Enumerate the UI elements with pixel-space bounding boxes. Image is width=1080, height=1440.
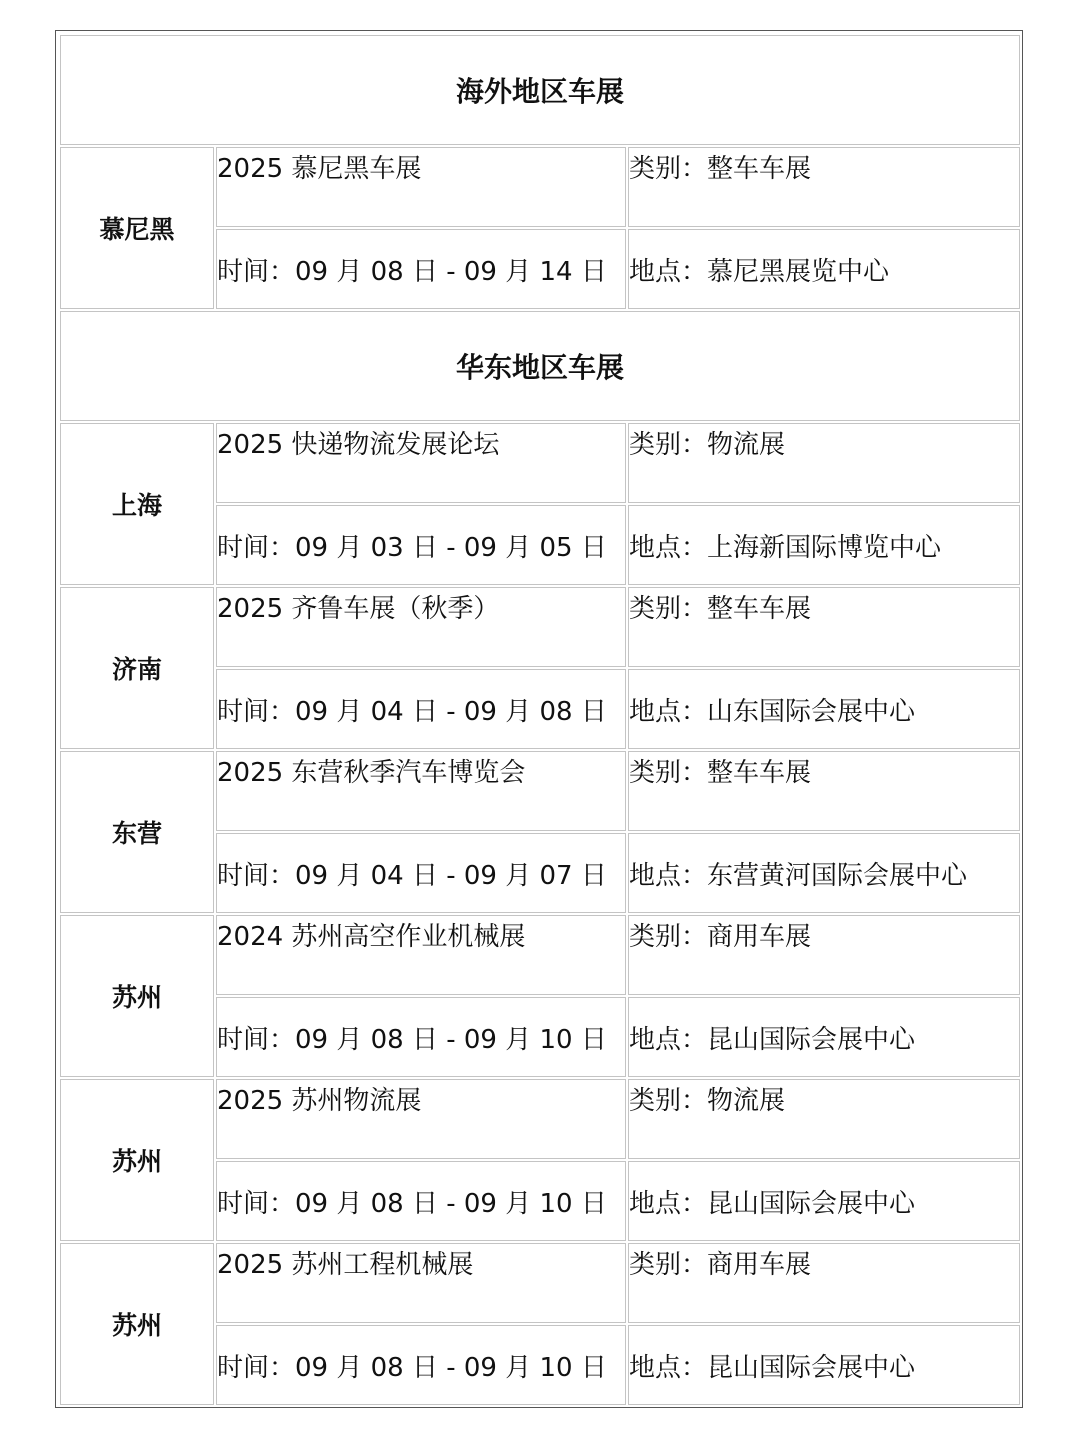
section-header-row [60,311,1020,421]
expo-name: 2025 苏州工程机械展 [216,1243,626,1323]
expo-name: 2025 苏州物流展 [216,1079,626,1159]
expo-location: 地点：昆山国际会展中心 [628,1325,1020,1405]
expo-time: 时间：09 月 04 日 - 09 月 07 日 [216,833,626,913]
city-cell: 苏州 [60,1079,214,1241]
expo-category: 类别：整车车展 [628,751,1020,831]
expo-time: 时间：09 月 08 日 - 09 月 10 日 [216,997,626,1077]
expo-location: 地点：慕尼黑展览中心 [628,229,1020,309]
expo-time: 时间：09 月 08 日 - 09 月 14 日 [216,229,626,309]
expo-location: 地点：东营黄河国际会展中心 [628,833,1020,913]
expo-category: 类别：商用车展 [628,1243,1020,1323]
expo-row [60,423,1020,503]
expo-name: 2025 东营秋季汽车博览会 [216,751,626,831]
expo-schedule-table [58,33,1022,1407]
section-title: 海外地区车展 [60,35,1020,145]
expo-row [60,587,1020,667]
city-cell: 济南 [60,587,214,749]
expo-category: 类别：整车车展 [628,147,1020,227]
section-title: 华东地区车展 [60,311,1020,421]
expo-row [60,147,1020,227]
expo-name: 2025 齐鲁车展（秋季） [216,587,626,667]
expo-time: 时间：09 月 08 日 - 09 月 10 日 [216,1161,626,1241]
expo-location: 地点：昆山国际会展中心 [628,1161,1020,1241]
expo-row [60,1079,1020,1159]
expo-category: 类别：物流展 [628,1079,1020,1159]
expo-category: 类别：商用车展 [628,915,1020,995]
city-cell: 上海 [60,423,214,585]
city-cell: 东营 [60,751,214,913]
expo-row [60,751,1020,831]
expo-time: 时间：09 月 03 日 - 09 月 05 日 [216,505,626,585]
expo-location: 地点：山东国际会展中心 [628,669,1020,749]
section-header-row [60,35,1020,145]
city-cell: 慕尼黑 [60,147,214,309]
expo-name: 2025 快递物流发展论坛 [216,423,626,503]
city-cell: 苏州 [60,1243,214,1405]
expo-category: 类别：物流展 [628,423,1020,503]
expo-location: 地点：上海新国际博览中心 [628,505,1020,585]
expo-category: 类别：整车车展 [628,587,1020,667]
city-cell: 苏州 [60,915,214,1077]
expo-time: 时间：09 月 08 日 - 09 月 10 日 [216,1325,626,1405]
expo-location: 地点：昆山国际会展中心 [628,997,1020,1077]
expo-name: 2025 慕尼黑车展 [216,147,626,227]
expo-name: 2024 苏州高空作业机械展 [216,915,626,995]
expo-schedule-page [55,30,1023,1408]
expo-row [60,915,1020,995]
expo-time: 时间：09 月 04 日 - 09 月 08 日 [216,669,626,749]
expo-row [60,1243,1020,1323]
